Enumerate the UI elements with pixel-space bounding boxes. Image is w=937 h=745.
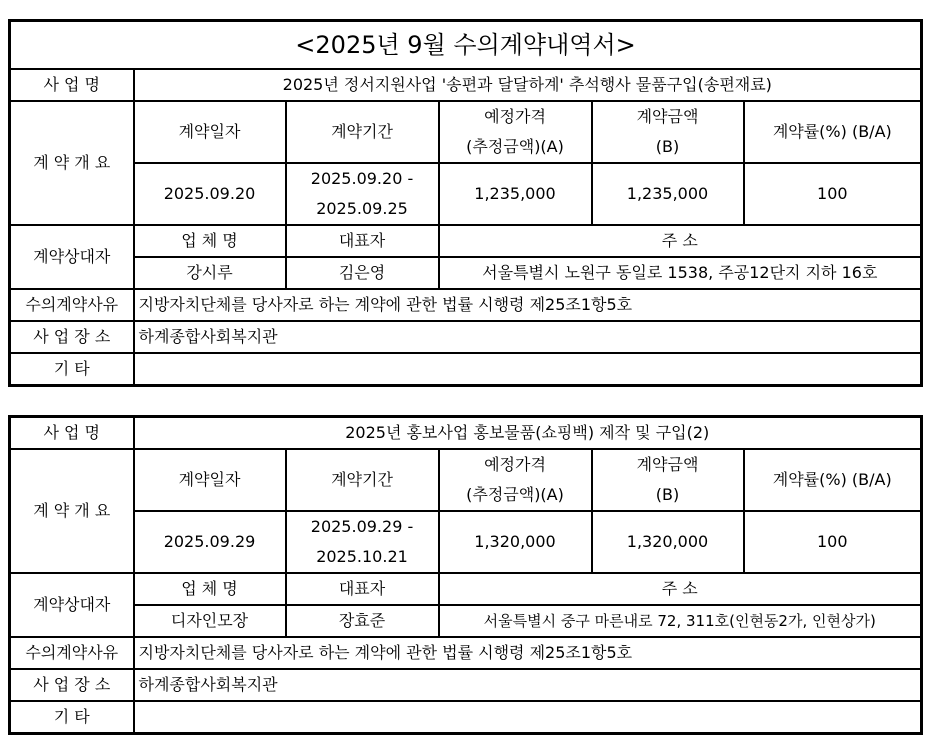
other-value (134, 701, 922, 734)
contract-amount-header-line2: (B) (655, 137, 680, 156)
contract-date-header: 계약일자 (134, 101, 286, 163)
reason-value: 지방자치단체를 당사자로 하는 계약에 관한 법률 시행령 제25조1항5호 (134, 637, 922, 669)
estimated-price-value: 1,320,000 (439, 511, 592, 573)
contract-period-header: 계약기간 (286, 449, 439, 511)
contract-date-header: 계약일자 (134, 449, 286, 511)
contract-amount-header (592, 449, 744, 511)
address-value: 서울특별시 노원구 동일로 1538, 주공12단지 지하 16호 (439, 257, 922, 289)
period-start: 2025.09.20 - (310, 169, 414, 188)
period-end: 2025.09.25 (316, 199, 408, 218)
representative-value: 김은영 (286, 257, 439, 289)
contract-amount-header-line1: 계약금액 (636, 107, 699, 126)
contract-rate-header: 계약률(%) (B/A) (744, 101, 922, 163)
estimated-price-header (439, 449, 592, 511)
document-title: <2025년 9월 수의계약내역서> (10, 21, 922, 70)
company-name-value: 디자인모장 (134, 605, 286, 637)
estimated-price-header-line2: (추정금액)(A) (466, 485, 564, 504)
contract-amount-value: 1,320,000 (592, 511, 744, 573)
estimated-price-header (439, 101, 592, 163)
representative-header: 대표자 (286, 225, 439, 257)
contract-table-2 (8, 415, 923, 735)
representative-value: 장효준 (286, 605, 439, 637)
counterparty-label: 계약상대자 (10, 573, 134, 637)
contract-period-value (286, 511, 439, 573)
business-location-label: 사 업 장 소 (10, 669, 134, 701)
contract-overview-label: 계 약 개 요 (10, 449, 134, 573)
contract-amount-header-line1: 계약금액 (636, 455, 699, 474)
estimated-price-header-line1: 예정가격 (484, 455, 546, 474)
contract-date-value: 2025.09.29 (134, 511, 286, 573)
contract-overview-label: 계 약 개 요 (10, 101, 134, 225)
business-location-value: 하계종합사회복지관 (134, 669, 922, 701)
estimated-price-value: 1,235,000 (439, 163, 592, 225)
period-start: 2025.09.29 - (310, 517, 414, 536)
company-name-value: 강시루 (134, 257, 286, 289)
business-name-value: 2025년 정서지원사업 '송편과 달달하계' 추석행사 물품구입(송편재료) (134, 69, 922, 101)
contract-rate-value: 100 (744, 163, 922, 225)
company-name-header: 업 체 명 (134, 573, 286, 605)
estimated-price-header-line2: (추정금액)(A) (466, 137, 564, 156)
estimated-price-header-line1: 예정가격 (484, 107, 546, 126)
contract-period-value (286, 163, 439, 225)
contract-date-value: 2025.09.20 (134, 163, 286, 225)
address-header: 주 소 (439, 225, 922, 257)
company-name-header: 업 체 명 (134, 225, 286, 257)
reason-label: 수의계약사유 (10, 637, 134, 669)
address-value: 서울특별시 중구 마른내로 72, 311호(인현동2가, 인현상가) (439, 605, 922, 637)
business-location-label: 사 업 장 소 (10, 321, 134, 353)
other-label: 기 타 (10, 701, 134, 734)
contract-amount-header-line2: (B) (655, 485, 680, 504)
business-name-label: 사 업 명 (10, 69, 134, 101)
contract-rate-header: 계약률(%) (B/A) (744, 449, 922, 511)
other-value (134, 353, 922, 386)
contract-period-header: 계약기간 (286, 101, 439, 163)
contract-amount-value: 1,235,000 (592, 163, 744, 225)
period-end: 2025.10.21 (316, 547, 408, 566)
reason-value: 지방자치단체를 당사자로 하는 계약에 관한 법률 시행령 제25조1항5호 (134, 289, 922, 321)
contract-amount-header (592, 101, 744, 163)
contract-table-1 (8, 19, 923, 387)
business-name-value: 2025년 홍보사업 홍보물품(쇼핑백) 제작 및 구입(2) (134, 417, 922, 450)
contract-rate-value: 100 (744, 511, 922, 573)
business-location-value: 하계종합사회복지관 (134, 321, 922, 353)
business-name-label: 사 업 명 (10, 417, 134, 450)
counterparty-label: 계약상대자 (10, 225, 134, 289)
representative-header: 대표자 (286, 573, 439, 605)
address-header: 주 소 (439, 573, 922, 605)
other-label: 기 타 (10, 353, 134, 386)
reason-label: 수의계약사유 (10, 289, 134, 321)
